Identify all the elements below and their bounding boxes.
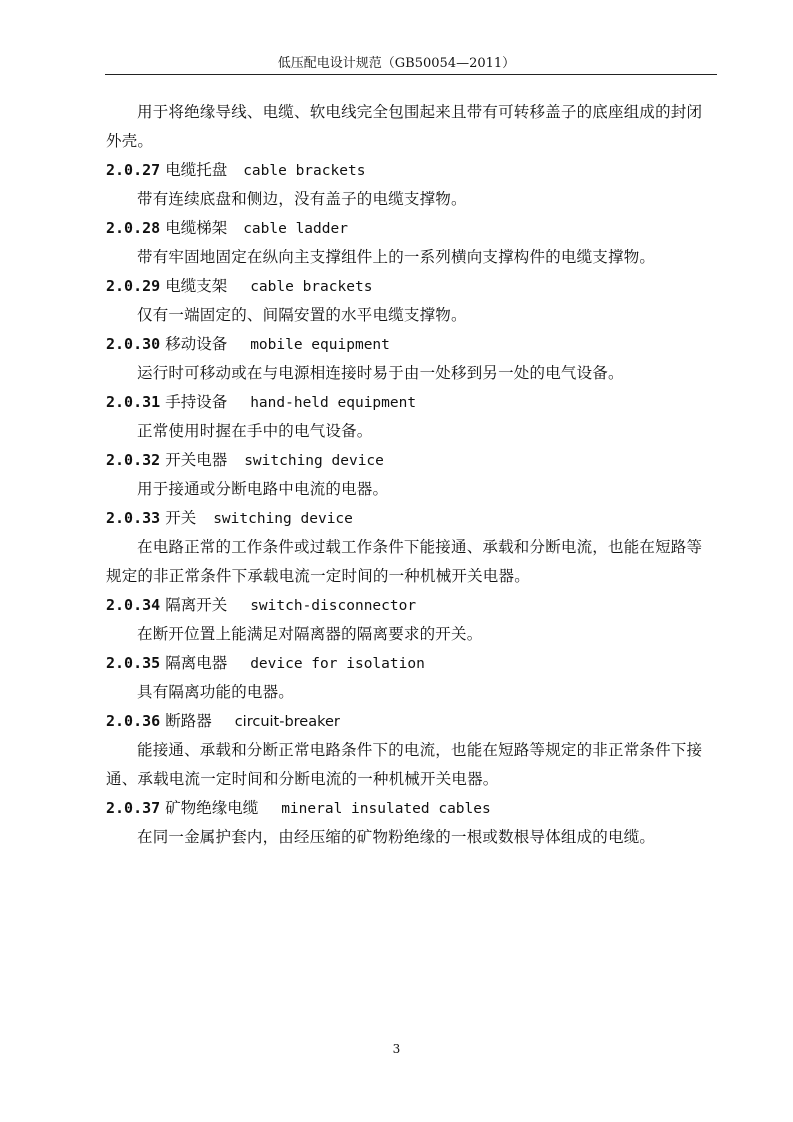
term-definition: 正常使用时握在手中的电气设备。 — [137, 422, 373, 440]
term-definition: 具有隔离功能的电器。 — [137, 683, 295, 701]
term-definition: 仅有一端固定的、间隔安置的水平电缆支撑物。 — [137, 306, 467, 324]
term-heading — [106, 707, 718, 736]
term-heading — [106, 156, 718, 185]
term-english: cable ladder — [243, 221, 348, 237]
term-chinese: 隔离开关 — [165, 596, 228, 614]
term-english: switching device — [244, 453, 384, 469]
term-chinese: 隔离电器 — [165, 654, 228, 672]
intro-paragraph-line: 用于将绝缘导线、电缆、软电线完全包围起来且带有可转移盖子的底座组成的封闭 — [137, 103, 703, 121]
term-english: circuit-breaker — [234, 714, 340, 730]
term-heading — [106, 214, 718, 243]
term-english: cable brackets — [243, 163, 366, 179]
term-number: 2.0.37 — [106, 799, 161, 817]
term-english: switching device — [213, 511, 353, 527]
term-number: 2.0.27 — [106, 161, 161, 179]
term-definition: 用于接通或分断电路中电流的电器。 — [137, 480, 389, 498]
term-definition: 通、承载电流一定时间和分断电流的一种机械开关电器。 — [106, 770, 499, 788]
term-english: device for isolation — [250, 656, 425, 672]
term-chinese: 断路器 — [165, 712, 212, 730]
term-number: 2.0.29 — [106, 277, 161, 295]
term-heading — [106, 272, 718, 301]
page-number: 3 — [392, 1042, 401, 1056]
term-chinese: 电缆托盘 — [165, 161, 228, 179]
term-chinese: 矿物绝缘电缆 — [165, 799, 259, 817]
term-english: cable brackets — [250, 279, 373, 295]
term-chinese: 电缆梯架 — [165, 219, 228, 237]
term-heading — [106, 330, 718, 359]
term-heading — [106, 794, 718, 823]
term-english: mobile equipment — [250, 337, 390, 353]
term-heading — [106, 504, 718, 533]
term-number: 2.0.34 — [106, 596, 161, 614]
intro-paragraph-line: 外壳。 — [106, 132, 154, 150]
term-number: 2.0.32 — [106, 451, 161, 469]
term-definition: 能接通、承载和分断正常电路条件下的电流，也能在短路等规定的非正常条件下接 — [137, 741, 703, 759]
term-english: switch-disconnector — [250, 598, 417, 614]
term-number: 2.0.36 — [106, 712, 161, 730]
page-content — [106, 98, 718, 852]
header-rule — [105, 74, 717, 75]
term-number: 2.0.28 — [106, 219, 161, 237]
term-heading — [106, 446, 718, 475]
term-number: 2.0.30 — [106, 335, 161, 353]
term-chinese: 移动设备 — [165, 335, 228, 353]
term-chinese: 电缆支架 — [165, 277, 228, 295]
term-heading — [106, 591, 718, 620]
term-chinese: 开关 — [165, 509, 197, 527]
term-number: 2.0.31 — [106, 393, 161, 411]
term-english: hand-held equipment — [250, 395, 417, 411]
running-header: 低压配电设计规范（GB50054—2011） — [277, 56, 516, 71]
term-chinese: 开关电器 — [165, 451, 228, 469]
term-definition: 在电路正常的工作条件或过载工作条件下能接通、承载和分断电流，也能在短路等 — [137, 538, 703, 556]
term-definition: 规定的非正常条件下承载电流一定时间的一种机械开关电器。 — [106, 567, 530, 585]
term-english: mineral insulated cables — [281, 801, 491, 817]
term-definition: 在同一金属护套内，由经压缩的矿物粉绝缘的一根或数根导体组成的电缆。 — [137, 828, 656, 846]
term-heading — [106, 388, 718, 417]
term-definition: 带有连续底盘和侧边，没有盖子的电缆支撑物。 — [137, 190, 467, 208]
term-definition: 在断开位置上能满足对隔离器的隔离要求的开关。 — [137, 625, 483, 643]
term-definition: 带有牢固地固定在纵向主支撑组件上的一系列横向支撑构件的电缆支撑物。 — [137, 248, 656, 266]
term-definition: 运行时可移动或在与电源相连接时易于由一处移到另一处的电气设备。 — [137, 364, 624, 382]
term-heading — [106, 649, 718, 678]
term-number: 2.0.35 — [106, 654, 161, 672]
term-number: 2.0.33 — [106, 509, 161, 527]
term-chinese: 手持设备 — [165, 393, 228, 411]
